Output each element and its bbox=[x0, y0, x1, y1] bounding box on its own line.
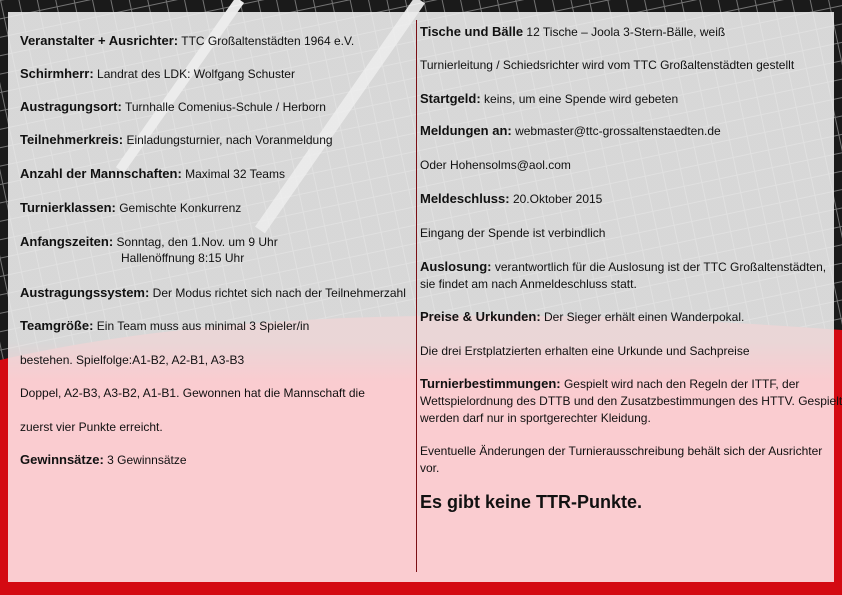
zuerst-line: zuerst vier Punkte erreicht. bbox=[20, 420, 163, 434]
aenderungen-line-2: vor. bbox=[420, 461, 440, 475]
anfang-label: Anfangszeiten: bbox=[20, 234, 114, 249]
startgeld-label: Startgeld: bbox=[420, 91, 481, 106]
eingang-line: Eingang der Spende ist verbindlich bbox=[420, 226, 606, 240]
anfang-value: Sonntag, den 1.Nov. um 9 Uhr bbox=[116, 235, 278, 249]
system-row bbox=[20, 285, 406, 301]
aenderungen-line-1: Eventuelle Änderungen der Turnierausschreibung behält sich der Ausrichter bbox=[420, 444, 823, 458]
ort-label: Austragungsort: bbox=[20, 99, 122, 114]
column-divider bbox=[416, 20, 417, 572]
bestimmungen-value: Gespielt wird nach den Regeln der ITTF, der bbox=[563, 377, 800, 391]
klassen-label: Turnierklassen: bbox=[20, 200, 116, 215]
teamgroesse-value: Ein Team muss aus minimal 3 Spieler/in bbox=[96, 319, 310, 333]
preise-row bbox=[420, 309, 744, 325]
ttr-notice: Es gibt keine TTR-Punkte. bbox=[420, 492, 643, 512]
system-value: Der Modus richtet sich nach der Teilnehmerzahl bbox=[152, 286, 406, 300]
teamgroesse-label: Teamgröße: bbox=[20, 318, 94, 333]
preise-value: Der Sieger erhält einen Wanderpokal. bbox=[544, 310, 745, 324]
veranstalter-row bbox=[20, 33, 354, 49]
auslosung-row bbox=[420, 259, 826, 275]
schirmherr-row bbox=[20, 66, 295, 82]
meldeschluss-value: 20.Oktober 2015 bbox=[512, 192, 603, 206]
gewinnsaetze-value: 3 Gewinnsätze bbox=[107, 453, 187, 467]
meldungen-row bbox=[420, 123, 721, 139]
bestimmungen-row bbox=[420, 376, 799, 392]
anzahl-row bbox=[20, 166, 285, 182]
meldeschluss-row bbox=[420, 191, 602, 207]
tische-row bbox=[420, 24, 725, 40]
gewinnsaetze-label: Gewinnsätze: bbox=[20, 452, 104, 467]
schirmherr-value: Landrat des LDK: Wolfgang Schuster bbox=[97, 67, 295, 81]
schirmherr-label: Schirmherr: bbox=[20, 66, 94, 81]
bestimmungen-line-3: werden darf nur in sportgerechter Kleidung. bbox=[420, 411, 651, 425]
preise-label: Preise & Urkunden: bbox=[420, 309, 541, 324]
meldeschluss-label: Meldeschluss: bbox=[420, 191, 510, 206]
veranstalter-label: Veranstalter + Ausrichter: bbox=[20, 33, 179, 48]
teilnehmer-value: Einladungsturnier, nach Voranmeldung bbox=[126, 133, 333, 147]
veranstalter-value: TTC Großaltenstädten 1964 e.V. bbox=[181, 34, 355, 48]
erstplatzierte-line: Die drei Erstplatzierten erhalten eine Urkunde und Sachpreise bbox=[420, 344, 750, 358]
anzahl-label: Anzahl der Mannschaften: bbox=[20, 166, 182, 181]
spielfolge-line: bestehen. Spielfolge:A1-B2, A2-B1, A3-B3 bbox=[20, 353, 245, 367]
startgeld-value: keins, um eine Spende wird gebeten bbox=[484, 92, 679, 106]
anzahl-value: Maximal 32 Teams bbox=[185, 167, 285, 181]
oder-line: Oder Hohensolms@aol.com bbox=[420, 158, 571, 172]
auslosung-value: verantwortlich für die Auslosung ist der TTC Großaltenstädten, bbox=[494, 260, 827, 274]
bestimmungen-line-2: Wettspielordnung des DTTB und den Zusatzbestimmungen des HTTV. Gespielt bbox=[420, 394, 842, 408]
auslosung-line-2: sie findet am nach Anmeldeschluss statt. bbox=[420, 277, 637, 291]
ort-value: Turnhalle Comenius-Schule / Herborn bbox=[124, 100, 326, 114]
meldungen-label: Meldungen an: bbox=[420, 123, 512, 138]
anfang-row-2 bbox=[20, 250, 244, 266]
teilnehmer-row bbox=[20, 132, 333, 148]
system-label: Austragungssystem: bbox=[20, 285, 150, 300]
meldungen-value: webmaster@ttc-grossaltenstaedten.de bbox=[515, 124, 721, 138]
tische-value: 12 Tische – Joola 3-Stern-Bälle, weiß bbox=[526, 25, 726, 39]
startgeld-row bbox=[420, 91, 678, 107]
klassen-row bbox=[20, 200, 241, 216]
tische-label: Tische und Bälle bbox=[420, 24, 524, 39]
ort-row bbox=[20, 99, 326, 115]
klassen-value: Gemischte Konkurrenz bbox=[119, 201, 242, 215]
auslosung-label: Auslosung: bbox=[420, 259, 492, 274]
anfang-value-2: Hallenöffnung 8:15 Uhr bbox=[121, 251, 245, 265]
bestimmungen-label: Turnierbestimmungen: bbox=[420, 376, 561, 391]
gewinnsaetze-row bbox=[20, 452, 187, 468]
teilnehmer-label: Teilnehmerkreis: bbox=[20, 132, 124, 147]
teamgroesse-row bbox=[20, 318, 309, 334]
anfang-row bbox=[20, 234, 278, 250]
doppel-line: Doppel, A2-B3, A3-B2, A1-B1. Gewonnen hat die Mannschaft die bbox=[20, 386, 365, 400]
turnierleitung-line: Turnierleitung / Schiedsrichter wird vom TTC Großaltenstädten gestellt bbox=[420, 58, 795, 72]
